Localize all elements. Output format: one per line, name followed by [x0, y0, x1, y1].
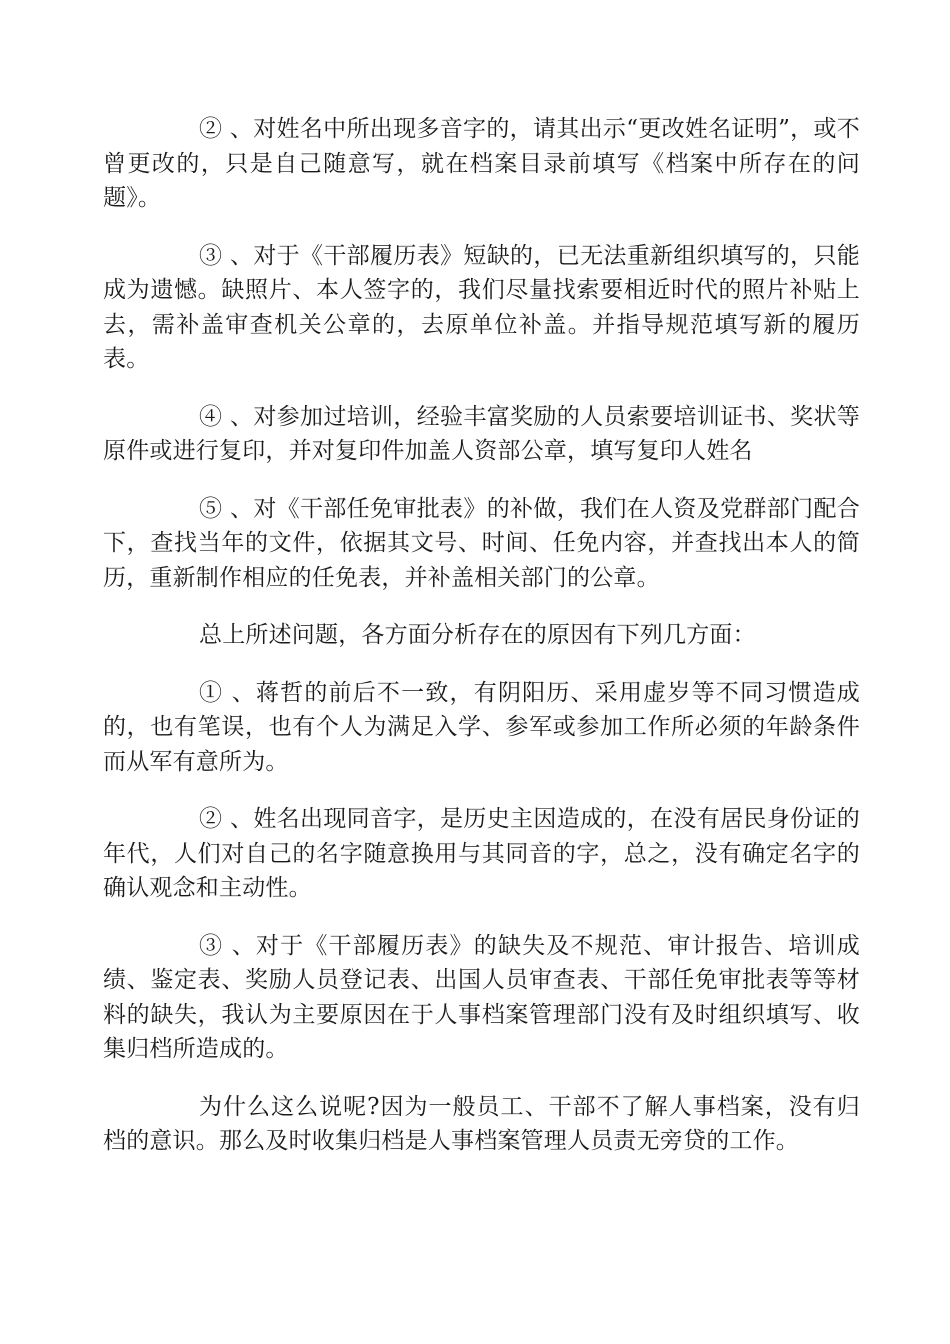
paragraph-cause-1: ① 、蒋哲的前后不一致，有阴阳历、采用虚岁等不同习惯造成的，也有笔误，也有个人为满足入学、参军或参加工作所必须的年龄条件而从军有意所为。 [103, 679, 860, 775]
paragraph-cause-2: ② 、姓名出现同音字，是历史主因造成的，在没有居民身份证的年代，人们对自己的名字随意换用与其同音的字，总之，没有确定名字的确认观念和主动性。 [103, 806, 860, 901]
paragraph-measure-4-training: ④ 、对参加过培训，经验丰富奖励的人员索要培训证书、奖状等原件或进行复印，并对复印件加盖人资部公章，填写复印人姓名 [103, 403, 860, 464]
paragraph-measure-5-appointment: ⑤ 、对《干部任免审批表》的补做，我们在人资及党群部门配合下，查找当年的文件，依据其文号、时间、任免内容，并查找出本人的简历，重新制作相应的任免表，并补盖相关部门的公章。 [103, 495, 860, 591]
paragraph-measure-3-resume: ③ 、对于《干部履历表》短缺的，已无法重新组织填写的，只能成为遗憾。缺照片、本人签字的，我们尽量找索要相近时代的照片补贴上去，需补盖审查机关公章的，去原单位补盖。并指导规范填写新的履历表。 [103, 242, 860, 372]
document-body [103, 112, 860, 1182]
paragraph-measure-2-name: ② 、对姓名中所出现多音字的，请其出示“更改姓名证明”，或不曾更改的，只是自己随意写，就在档案目录前填写《档案中所存在的问题》。 [103, 116, 860, 211]
paragraph-conclusion: 为什么这么说呢?因为一般员工、干部不了解人事档案，没有归档的意识。那么及时收集归档是人事档案管理人员责无旁贷的工作。 [103, 1093, 860, 1154]
paragraph-summary: 总上所述问题，各方面分析存在的原因有下列几方面： [199, 622, 756, 648]
paragraph-cause-3: ③ 、对于《干部履历表》的缺失及不规范、审计报告、培训成绩、鉴定表、奖励人员登记表、出国人员审查表、干部任免审批表等等材料的缺失，我认为主要原因在于人事档案管理部门没有及时组织填写、收集归档所造成的。 [103, 932, 860, 1062]
